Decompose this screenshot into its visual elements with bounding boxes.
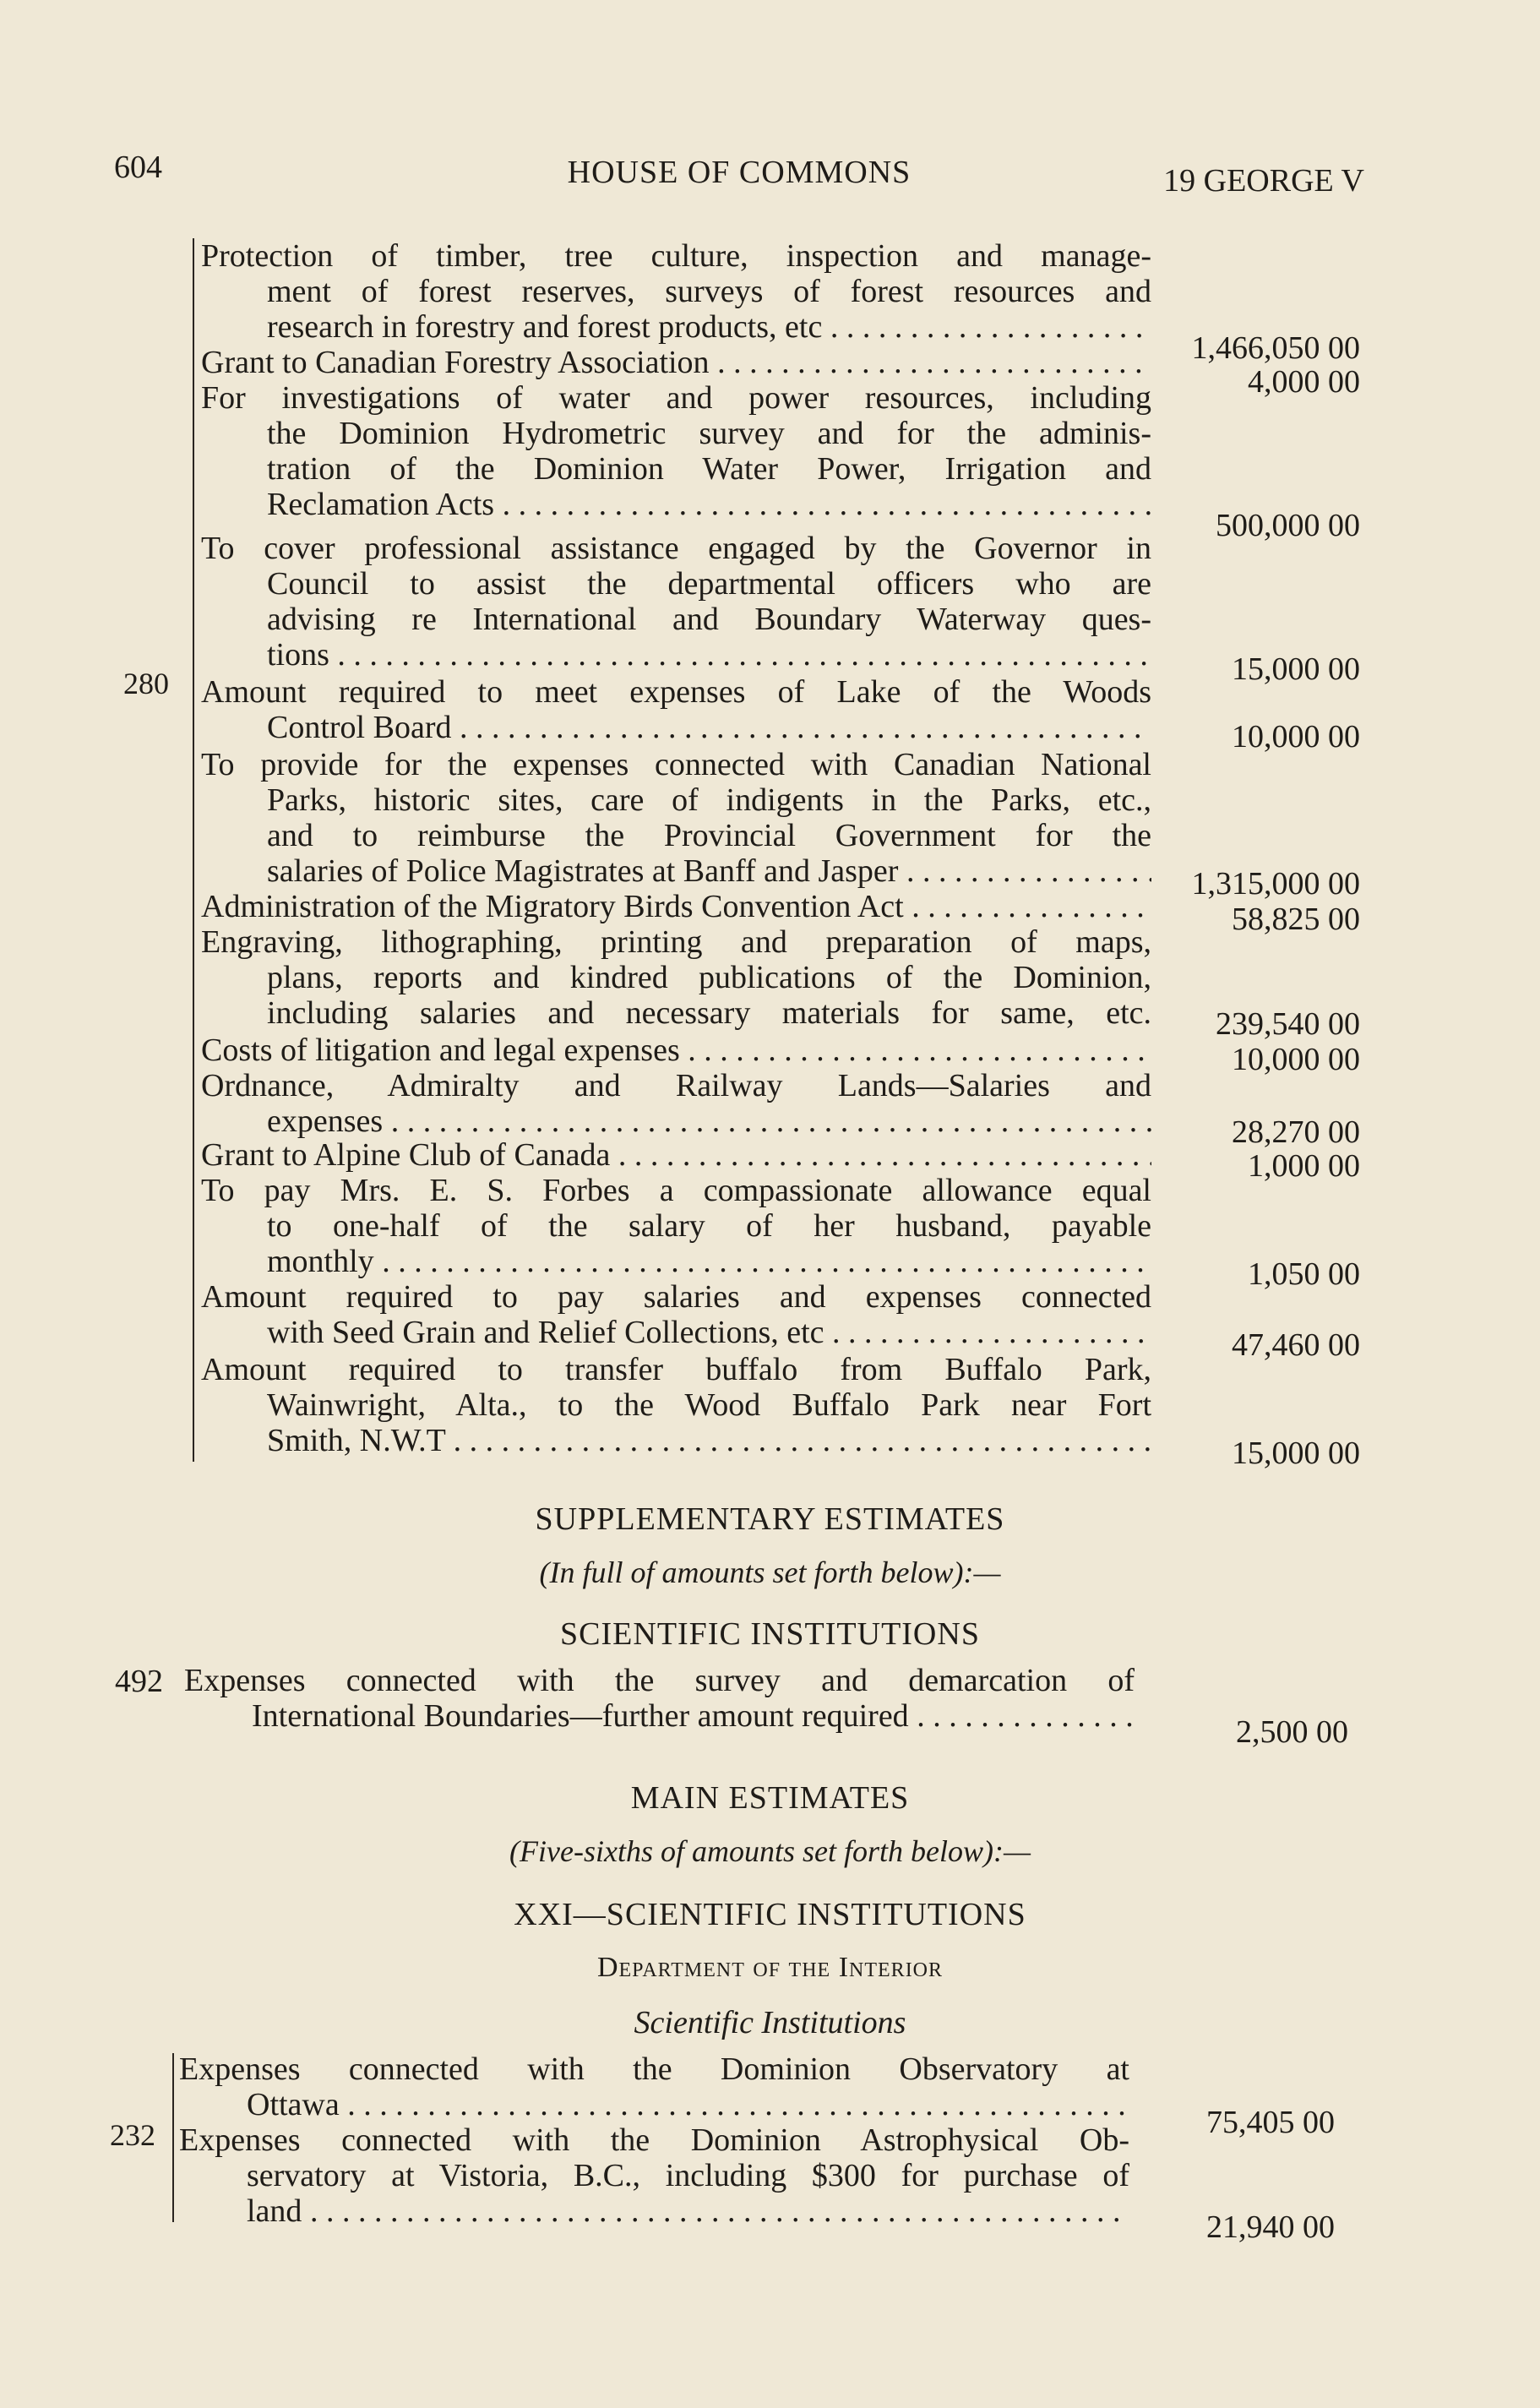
estimate-item — [201, 1279, 1151, 1350]
item-line: To provide for the expenses connected with Canadian National — [201, 747, 1151, 782]
main-section: XXI—SCIENTIFIC INSTITUTIONS — [514, 1897, 1026, 1932]
item-line: with Seed Grain and Relief Collections, etc . . . — [201, 1315, 1151, 1350]
item-line: land . . . — [179, 2193, 1129, 2229]
item-line: Amount required to transfer buffalo from Buffalo Park, — [201, 1352, 1151, 1387]
item-line: Smith, N.W.T . . . — [201, 1423, 1151, 1458]
item-amount: 1,315,000 00 — [1191, 866, 1360, 902]
item-line: Expenses connected with the survey and demarcation of — [184, 1663, 1135, 1698]
estimate-item — [201, 674, 1151, 745]
estimate-item — [201, 1137, 1151, 1173]
item-line: ment of forest reserves, surveys of forest resources and — [267, 274, 1151, 309]
item-line: International Boundaries—further amount required . . . — [184, 1698, 1135, 1734]
estimate-item — [201, 889, 1151, 924]
item-line: Grant to Alpine Club of Canada . . . — [201, 1137, 1151, 1173]
main-subheading: (Five-sixths of amounts set forth below):— — [509, 1834, 1031, 1868]
estimate-item — [201, 1068, 1151, 1139]
estimate-item — [201, 747, 1151, 889]
item-amount: 21,940 00 — [1206, 2209, 1335, 2245]
estimate-item — [201, 1032, 1151, 1068]
item-line: Parks, historic sites, care of indigents in the Parks, etc., — [267, 782, 1151, 818]
vote-number-492: 492 — [115, 1664, 163, 1699]
item-amount: 239,540 00 — [1216, 1006, 1360, 1042]
estimate-item — [179, 2051, 1129, 2122]
estimate-item — [201, 1352, 1151, 1458]
item-line: to one-half of the salary of her husband, payable — [267, 1208, 1151, 1244]
item-amount: 1,466,050 00 — [1191, 330, 1360, 366]
estimate-item — [201, 380, 1151, 522]
item-line: For investigations of water and power resources, including — [201, 380, 1151, 416]
item-line: Expenses connected with the Dominion Astrophysical Ob- — [179, 2122, 1129, 2158]
item-line: tration of the Dominion Water Power, Irrigation and — [267, 451, 1151, 487]
item-line: Costs of litigation and legal expenses . . . — [201, 1032, 1151, 1068]
item-line: Council to assist the departmental officers who are — [267, 566, 1151, 602]
supplementary-subheading: (In full of amounts set forth below):— — [539, 1555, 1001, 1589]
item-line: tions . . . — [201, 637, 1151, 673]
item-line: Amount required to pay salaries and expenses connected — [201, 1279, 1151, 1315]
estimate-item — [179, 2122, 1129, 2229]
item-line: Engraving, lithographing, printing and preparation of maps, — [201, 924, 1151, 960]
item-line: To pay Mrs. E. S. Forbes a compassionate allowance equal — [201, 1173, 1151, 1208]
item-line: Ottawa . . . — [179, 2087, 1129, 2122]
main-heading: MAIN ESTIMATES — [630, 1780, 910, 1816]
item-amount: 2,500 00 — [1236, 1714, 1348, 1750]
item-amount: 28,270 00 — [1232, 1114, 1360, 1150]
item-line: Administration of the Migratory Birds Convention Act . . . — [201, 889, 1151, 924]
item-line: plans, reports and kindred publications of the Dominion, — [267, 960, 1151, 995]
estimate-item — [201, 924, 1151, 1031]
supplementary-section: SCIENTIFIC INSTITUTIONS — [560, 1616, 980, 1652]
item-amount: 4,000 00 — [1248, 364, 1360, 400]
item-line: To cover professional assistance engaged by the Governor in — [201, 531, 1151, 566]
item-line: servatory at Vistoria, B.C., including $300 for purchase of — [247, 2158, 1129, 2193]
item-line: Protection of timber, tree culture, inspection and manage- — [201, 238, 1151, 274]
item-amount: 1,050 00 — [1248, 1256, 1360, 1292]
page-header — [114, 145, 1364, 199]
running-head-reign: 19 GEORGE V — [1163, 163, 1364, 199]
estimate-item — [201, 1173, 1151, 1279]
estimate-item — [184, 1663, 1135, 1734]
vote-number-280: 280 — [123, 667, 169, 700]
item-line: Wainwright, Alta., to the Wood Buffalo Park near Fort — [267, 1387, 1151, 1423]
supplementary-heading: SUPPLEMENTARY ESTIMATES — [535, 1501, 1005, 1537]
item-amount: 15,000 00 — [1232, 651, 1360, 687]
subsection-heading: Scientific Institutions — [634, 2005, 906, 2040]
page-title: HOUSE OF COMMONS — [567, 155, 911, 190]
brace-232 — [172, 2053, 174, 2222]
estimate-item — [201, 238, 1151, 345]
estimate-item — [201, 345, 1151, 380]
item-line: expenses . . . — [201, 1103, 1151, 1139]
item-line: the Dominion Hydrometric survey and for the adminis- — [267, 416, 1151, 451]
item-line: salaries of Police Magistrates at Banff and Jasper . . . — [201, 853, 1151, 889]
item-amount: 1,000 00 — [1248, 1148, 1360, 1184]
item-amount: 10,000 00 — [1232, 719, 1360, 755]
item-line: Control Board . . . — [201, 710, 1151, 745]
vote-number-232: 232 — [110, 2118, 155, 2152]
item-amount: 10,000 00 — [1232, 1042, 1360, 1077]
item-amount: 500,000 00 — [1216, 508, 1360, 543]
item-line: Ordnance, Admiralty and Railway Lands—Salaries and — [201, 1068, 1151, 1103]
department-heading: Department of the Interior — [596, 1952, 944, 1983]
item-line: Reclamation Acts . . . — [201, 487, 1151, 522]
item-line: Expenses connected with the Dominion Observatory at — [179, 2051, 1129, 2087]
item-line: research in forestry and forest products, etc . . . — [201, 309, 1151, 345]
item-amount: 47,460 00 — [1232, 1327, 1360, 1363]
brace-280 — [193, 238, 194, 1462]
estimate-item — [201, 531, 1151, 673]
item-amount: 15,000 00 — [1232, 1436, 1360, 1471]
item-line: Grant to Canadian Forestry Association . . . — [201, 345, 1151, 380]
item-line: monthly . . . — [201, 1244, 1151, 1279]
item-line: Amount required to meet expenses of Lake of the Woods — [201, 674, 1151, 710]
item-line: including salaries and necessary materials for same, etc. — [267, 995, 1151, 1031]
item-amount: 75,405 00 — [1206, 2105, 1335, 2140]
item-line: advising re International and Boundary Waterway ques- — [267, 602, 1151, 637]
page-number: 604 — [114, 150, 162, 185]
item-amount: 58,825 00 — [1232, 902, 1360, 937]
item-line: and to reimburse the Provincial Government for the — [267, 818, 1151, 853]
